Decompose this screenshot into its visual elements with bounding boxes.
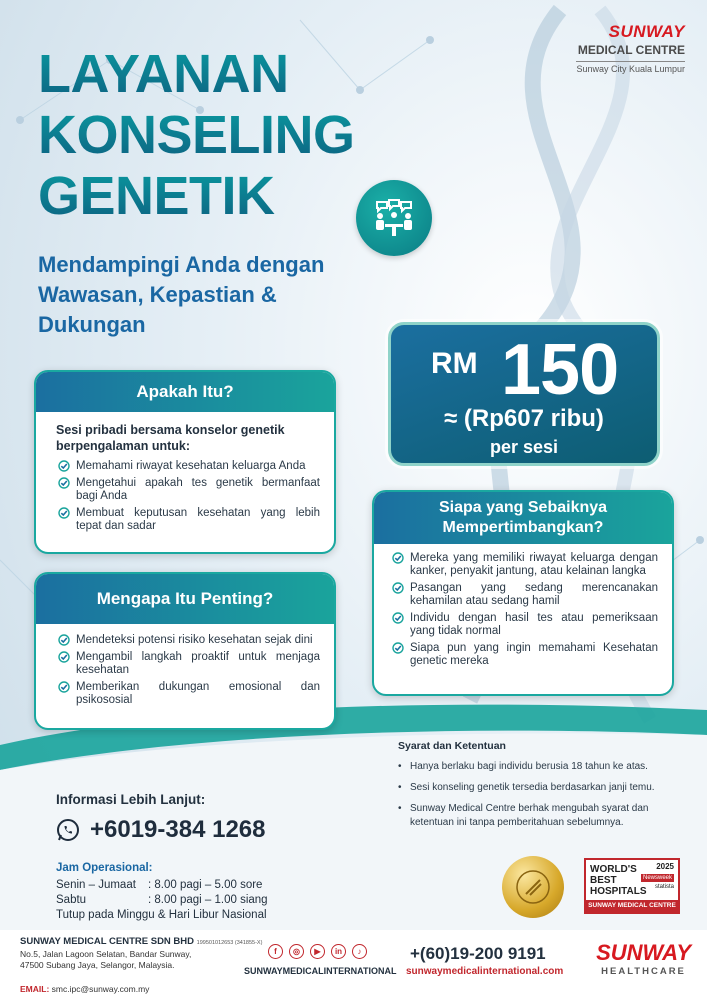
award-partner: Newsweek	[642, 875, 672, 881]
contact-title: Informasi Lebih Lanjut:	[56, 792, 206, 807]
linkedin-icon[interactable]: in	[331, 944, 346, 959]
terms-item: • Hanya berlaku bagi individu berusia 18 tahun ke atas.	[398, 760, 688, 774]
contact-phone[interactable]	[56, 816, 266, 844]
title-line: GENETIK	[38, 166, 368, 227]
award-title	[590, 864, 646, 897]
check-circle-icon	[58, 681, 70, 693]
award-year: 2025	[656, 862, 674, 871]
subtitle-line: Wawasan, Kepastian &	[38, 282, 277, 307]
heading-line: Siapa yang Sebaiknya	[438, 499, 608, 516]
check-circle-icon	[58, 507, 70, 519]
brand-division: HEALTHCARE	[601, 966, 686, 977]
card-intro: Sesi pribadi bersama konselor genetik berpengalaman untuk:	[56, 423, 285, 453]
check-circle-icon	[392, 612, 404, 624]
item-text: Individu dengan hasil tes atau pemeriksaan yang tidak normal	[410, 612, 658, 637]
hours-time: : 8.00 pagi – 1.00 siang	[148, 894, 268, 906]
list-item	[392, 612, 658, 638]
address-line: No.5, Jalan Lagoon Selatan, Bandar Sunway,	[20, 949, 192, 959]
check-circle-icon	[58, 651, 70, 663]
terms-item: • Sunway Medical Centre berhak mengubah syarat dan ketentuan ini tanpa pemberitahuan sebelumnya.	[398, 802, 688, 830]
who-should-consider-card	[372, 490, 674, 696]
item-text: Mendeteksi potensi risiko kesehatan sejak dini	[76, 634, 313, 646]
footer-email[interactable]	[20, 984, 149, 994]
item-text: Mereka yang memiliki riwayat keluarga dengan kanker, penyakit jantung, atau kelainan langka	[410, 552, 658, 577]
item-text: Mengambil langkah proaktif untuk menjaga kesehatan	[76, 651, 320, 676]
list-item	[392, 552, 658, 578]
email-address: smc.ipc@sunway.com.my	[51, 984, 150, 994]
tiktok-icon[interactable]: ♪	[352, 944, 367, 959]
item-text: Memberikan dukungan emosional dan psikososial	[76, 681, 320, 706]
social-links	[268, 944, 367, 959]
title-line: KONSELING	[38, 105, 368, 166]
award-line: HOSPITALS	[590, 886, 647, 897]
page-title	[38, 44, 368, 227]
price-amount: 150	[501, 330, 619, 410]
operating-hours	[56, 878, 268, 923]
list-item	[58, 634, 320, 647]
terms-section	[398, 740, 688, 837]
award-partner: statista	[654, 884, 674, 890]
title-line: LAYANAN	[38, 44, 368, 105]
check-circle-icon	[58, 460, 70, 472]
item-text: Siapa pun yang ingin memahami Kesehatan genetic mereka	[410, 642, 658, 667]
company-reg: 199501012653 (341855-X)	[196, 940, 263, 946]
footer	[0, 930, 707, 1000]
card-heading	[374, 492, 672, 544]
subtitle-line: Dukungan	[38, 312, 146, 337]
sunway-medical-logo	[576, 22, 685, 74]
logo-name: MEDICAL CENTRE	[577, 43, 685, 57]
logo-brand: SUNWAY	[608, 22, 685, 41]
check-circle-icon	[392, 552, 404, 564]
worlds-best-hospitals-badge	[584, 858, 680, 914]
award-line: WORLD'S	[590, 864, 637, 875]
brand-name: SUNWAY	[596, 940, 691, 965]
price-converted: ≈ (Rp607 ribu)	[444, 405, 604, 432]
hours-title: Jam Operasional:	[56, 862, 153, 874]
hours-day: Sabtu	[56, 894, 87, 906]
list-item	[58, 460, 320, 473]
quality-seal-icon	[502, 856, 564, 918]
list-item	[392, 582, 658, 608]
item-text: Memahami riwayat kesehatan keluarga Anda	[76, 460, 306, 472]
whatsapp-icon	[56, 818, 80, 842]
why-important-card	[34, 572, 336, 730]
item-text: Mengetahui apakah tes genetik bermanfaat bagi Anda	[76, 477, 320, 502]
check-circle-icon	[58, 477, 70, 489]
list-item	[58, 507, 320, 533]
facebook-icon[interactable]: f	[268, 944, 283, 959]
card-heading: Apakah Itu?	[36, 372, 334, 412]
company-text: SUNWAY MEDICAL CENTRE SDN BHD	[20, 936, 195, 947]
list-item	[58, 477, 320, 503]
list-item	[58, 651, 320, 677]
item-text: Pasangan yang sedang merencanakan kehamilan atau sedang hamil	[410, 582, 658, 607]
terms-item: • Sesi konseling genetik tersedia berdasarkan janji temu.	[398, 781, 688, 795]
hours-time: : 8.00 pagi – 5.00 sore	[148, 879, 263, 891]
hours-row	[56, 893, 268, 908]
counseling-group-icon	[356, 180, 432, 256]
footer-phone[interactable]: +(60)19-200 9191	[410, 944, 546, 963]
logo-location: Sunway City Kuala Lumpur	[576, 61, 685, 74]
subtitle-line: Mendampingi Anda dengan	[38, 252, 325, 277]
award-banner: SUNWAY MEDICAL CENTRE	[586, 900, 678, 912]
footer-website-link[interactable]: sunwaymedicalinternational.com	[406, 966, 564, 977]
page-subtitle	[38, 250, 378, 340]
hours-closed: Tutup pada Minggu & Hari Libur Nasional	[56, 909, 267, 921]
hours-row	[56, 878, 268, 893]
price-currency: RM	[431, 347, 478, 380]
instagram-icon[interactable]: ◎	[289, 944, 304, 959]
list-item	[392, 642, 658, 668]
what-is-it-card	[34, 370, 336, 554]
youtube-icon[interactable]: ▶	[310, 944, 325, 959]
social-handle: SUNWAYMEDICALINTERNATIONAL	[244, 966, 397, 976]
heading-line: Mempertimbangkan?	[442, 519, 604, 536]
phone-number: +6019-384 1268	[90, 816, 266, 843]
terms-title: Syarat dan Ketentuan	[398, 740, 506, 752]
hours-day: Senin – Jumaat	[56, 879, 136, 891]
check-circle-icon	[58, 634, 70, 646]
check-circle-icon	[392, 642, 404, 654]
company-name	[20, 936, 262, 947]
price-per-session: per sesi	[489, 437, 559, 457]
card-heading: Mengapa Itu Penting?	[36, 574, 334, 624]
award-line: BEST	[590, 875, 617, 886]
item-text: Membuat keputusan kesehatan yang lebih tepat dan sadar	[76, 507, 320, 532]
company-address	[20, 949, 191, 971]
price-badge	[388, 322, 660, 466]
check-circle-icon	[392, 582, 404, 594]
list-item	[58, 681, 320, 707]
sunway-healthcare-logo	[596, 940, 691, 977]
address-line: 47500 Subang Jaya, Selangor, Malaysia.	[20, 960, 175, 970]
email-label: EMAIL:	[20, 984, 50, 994]
